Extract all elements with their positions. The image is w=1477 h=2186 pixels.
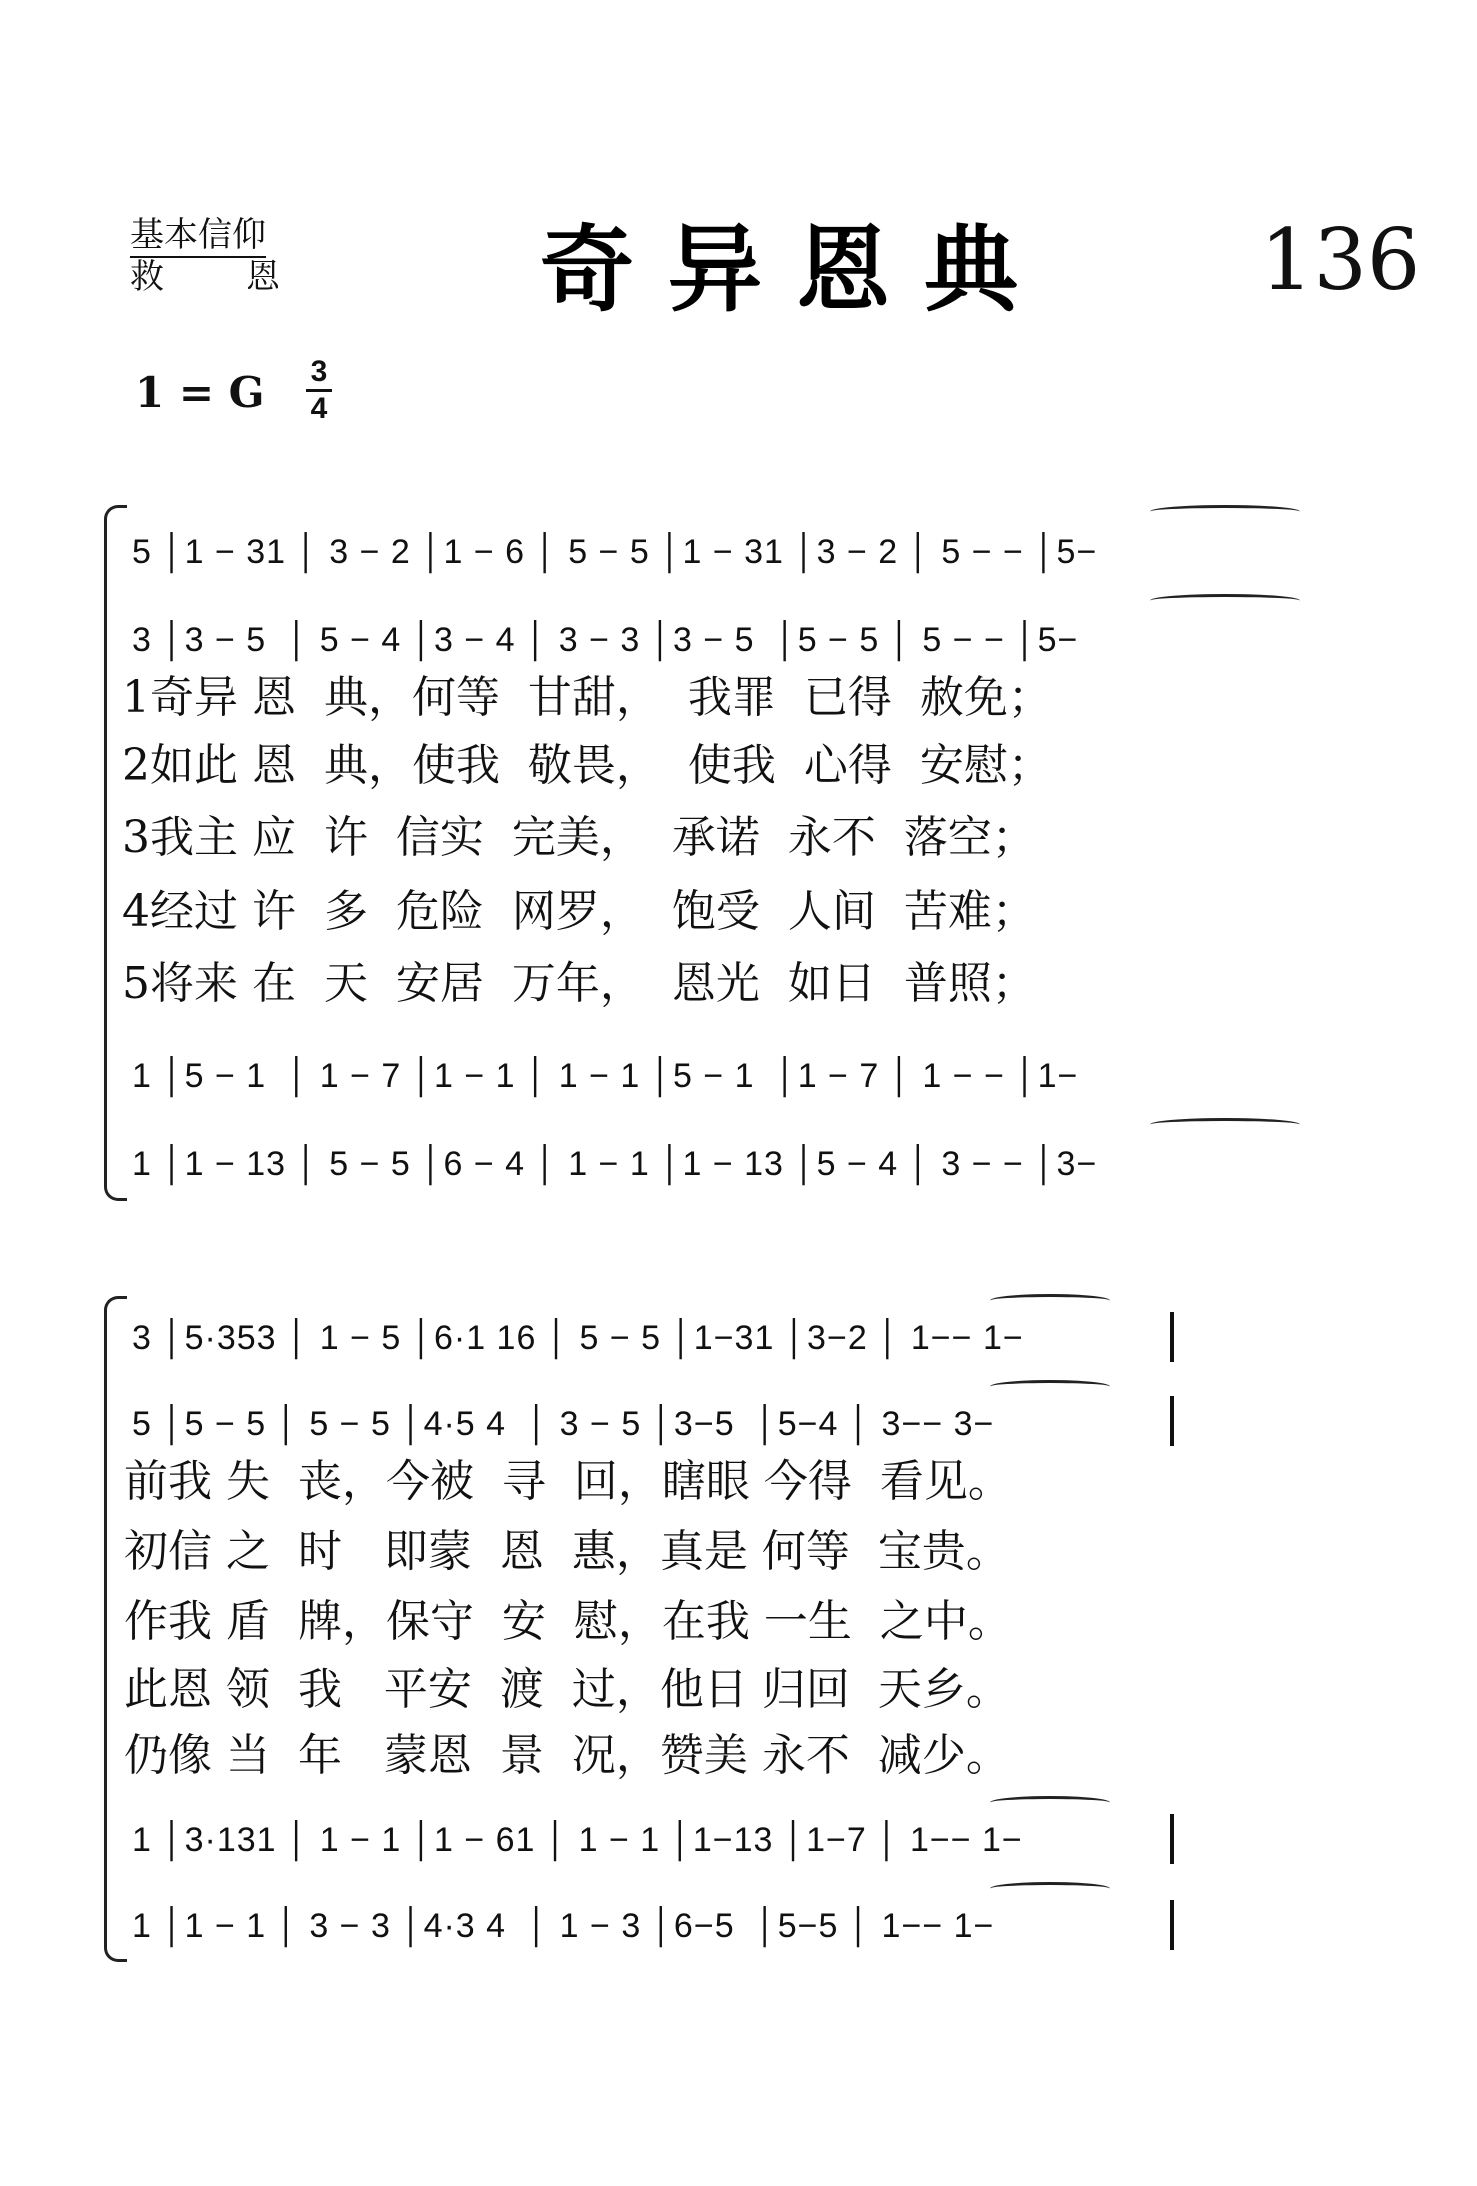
system2-verse-3: 作我 盾 牌，保守 安 慰，在我 一生 之中。: [124, 1596, 1012, 1647]
system1-verse-4: 4经过 许 多 危险 网罗， 饱受 人间 苦难；: [122, 886, 1036, 937]
system2-alto-line: 5 │5 − 5 │ 5 − 5 │4·5 4 │ 3 − 5 │3−5 │5−4 │ 3−− 3−: [132, 1405, 995, 1443]
system2-tenor-tie: [990, 1796, 1110, 1809]
category-secondary-right: 恩: [246, 257, 280, 297]
system2-alto-tie: [990, 1380, 1110, 1393]
system1-soprano-line: 5 │1 − 31 │ 3 − 2 │1 − 6 │ 5 − 5 │1 − 31 │3 − 2 │ 5 − − │5−: [132, 533, 1098, 571]
system2-verse-2: 初信 之 时 即蒙 恩 惠，真是 何等 宝贵。: [124, 1526, 1010, 1577]
system1-verse-5: 5将来 在 天 安居 万年， 恩光 如日 普照；: [122, 958, 1036, 1009]
system2-soprano-line: 3 │5·353 │ 1 − 5 │6·1 16 │ 5 − 5 │1−31 │3−2 │ 1−− 1−: [132, 1319, 1024, 1357]
system1-verse-3: 3我主 应 许 信实 完美， 承诺 永不 落空；: [122, 812, 1036, 863]
system1-alto-line: 3 │3 − 5 │ 5 − 4 │3 − 4 │ 3 − 3 │3 − 5 │5 − 5 │ 5 − − │5−: [132, 621, 1079, 659]
system2-verse-1: 前我 失 丧，今被 寻 回，瞎眼 今得 看见。: [124, 1456, 1012, 1507]
system2-verse-4: 此恩 领 我 平安 渡 过，他日 归回 天乡。: [124, 1664, 1010, 1715]
system1-verse-1: 1奇异 恩 典，何等 甘甜， 我罪 已得 赦免；: [122, 672, 1052, 723]
system1-tenor-line: 1 │5 − 1 │ 1 − 7 │1 − 1 │ 1 − 1 │5 − 1 │1 − 7 │ 1 − − │1−: [132, 1057, 1079, 1095]
category-primary: 基本信仰: [130, 216, 266, 258]
system2-bass-tie: [990, 1882, 1110, 1895]
category-secondary-left: 救: [130, 257, 164, 297]
key-signature: 1 = G: [135, 368, 265, 417]
system2-soprano-end-barline: [1170, 1312, 1174, 1362]
system2-bass-end-barline: [1170, 1900, 1174, 1950]
system1-soprano-tie: [1150, 505, 1300, 518]
hymn-title: 奇异恩典: [540, 215, 1053, 325]
system2-verse-5: 仍像 当 年 蒙恩 景 况，赞美 永不 减少。: [124, 1730, 1010, 1781]
system1-bass-line: 1 │1 − 13 │ 5 − 5 │6 − 4 │ 1 − 1 │1 − 13 │5 − 4 │ 3 − − │3−: [132, 1145, 1098, 1183]
system2-soprano-tie: [990, 1294, 1110, 1307]
time-signature: [306, 357, 332, 424]
system2-tenor-end-barline: [1170, 1814, 1174, 1864]
time-signature-bottom: 4: [310, 392, 328, 425]
system1-bass-tie: [1150, 1118, 1300, 1131]
system2-bass-line: 1 │1 − 1 │ 3 − 3 │4·3 4 │ 1 − 3 │6−5 │5−5 │ 1−− 1−: [132, 1907, 995, 1945]
system1-verse-2: 2如此 恩 典，使我 敬畏， 使我 心得 安慰；: [122, 740, 1052, 791]
system1-alto-tie: [1150, 594, 1300, 607]
hymn-number: 136: [1260, 211, 1421, 309]
system2-alto-end-barline: [1170, 1396, 1174, 1446]
category-secondary: [130, 258, 280, 296]
system2-tenor-line: 1 │3·131 │ 1 − 1 │1 − 61 │ 1 − 1 │1−13 │1−7 │ 1−− 1−: [132, 1821, 1023, 1859]
time-signature-top: 3: [310, 355, 328, 388]
